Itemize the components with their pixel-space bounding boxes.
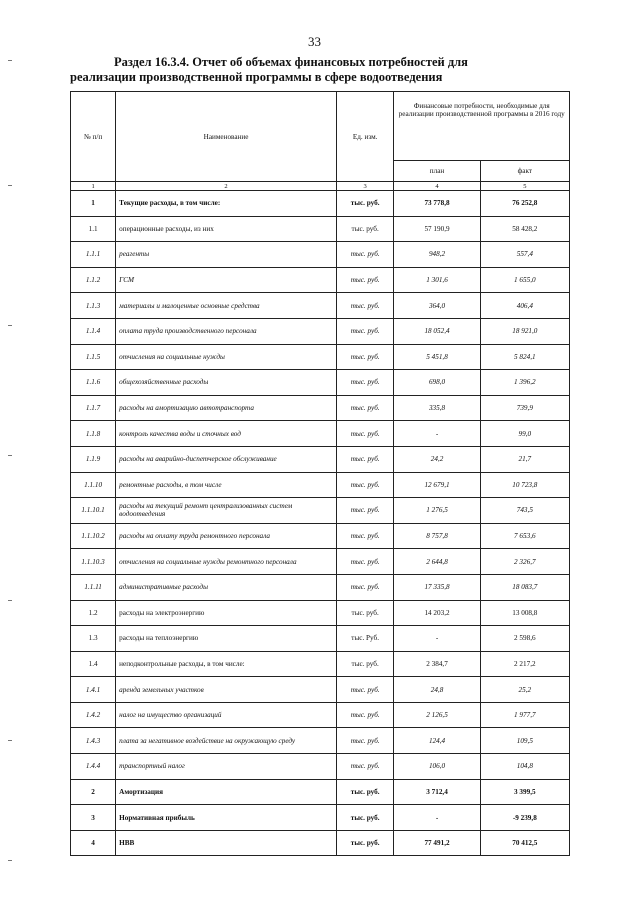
row-name: Текущие расходы, в том числе: (116, 191, 337, 217)
row-unit: тыс. руб. (336, 421, 393, 447)
row-fact: 21,7 (480, 446, 569, 472)
scan-mark (8, 325, 12, 326)
table-row (71, 344, 570, 370)
table-row (71, 549, 570, 575)
row-num: 1.3 (71, 626, 116, 652)
row-num: 1.1.8 (71, 421, 116, 447)
row-plan: - (394, 805, 480, 831)
row-plan: 24,2 (394, 446, 480, 472)
row-plan: 57 190,9 (394, 216, 480, 242)
table-row (71, 267, 570, 293)
column-number: 4 (394, 182, 480, 191)
row-fact: 76 252,8 (480, 191, 569, 217)
row-plan: - (394, 626, 480, 652)
row-unit: тыс. Руб. (336, 626, 393, 652)
row-unit: тыс. руб. (336, 216, 393, 242)
table-row (71, 677, 570, 703)
header-num: № п/п (71, 92, 116, 182)
row-name: плата за негативное воздействие на окружающую среду (116, 728, 337, 754)
column-number: 5 (480, 182, 569, 191)
row-unit: тыс. руб. (336, 600, 393, 626)
row-name: Амортизация (116, 779, 337, 805)
row-unit: тыс. руб. (336, 677, 393, 703)
row-fact: 10 723,8 (480, 472, 569, 498)
row-name: административные расходы (116, 574, 337, 600)
row-fact: 2 217,2 (480, 651, 569, 677)
row-plan: 124,4 (394, 728, 480, 754)
row-unit: тыс. руб. (336, 472, 393, 498)
row-fact: 58 428,2 (480, 216, 569, 242)
row-num: 1.4.3 (71, 728, 116, 754)
row-fact: 739,9 (480, 395, 569, 421)
table-row (71, 754, 570, 780)
row-plan: 24,8 (394, 677, 480, 703)
header-unit: Ед. изм. (336, 92, 393, 182)
row-unit: тыс. руб. (336, 267, 393, 293)
row-num: 1.1.4 (71, 318, 116, 344)
row-name: расходы на электроэнергию (116, 600, 337, 626)
row-unit: тыс. руб. (336, 830, 393, 856)
section-title-line1: Раздел 16.3.4. Отчет об объемах финансовых потребностей для (114, 55, 468, 69)
row-fact: 1 396,2 (480, 370, 569, 396)
row-num: 1.1.1 (71, 242, 116, 268)
financial-needs-table (70, 91, 570, 856)
row-name: ГСМ (116, 267, 337, 293)
row-name: оплата труда производственного персонала (116, 318, 337, 344)
column-number: 2 (116, 182, 337, 191)
row-plan: 3 712,4 (394, 779, 480, 805)
row-unit: тыс. руб. (336, 498, 393, 524)
row-unit: тыс. руб. (336, 651, 393, 677)
row-name: неподконтрольные расходы, в том числе: (116, 651, 337, 677)
row-name: НВВ (116, 830, 337, 856)
row-unit: тыс. руб. (336, 446, 393, 472)
row-fact: 1 655,0 (480, 267, 569, 293)
row-unit: тыс. руб. (336, 549, 393, 575)
row-name: расходы на аварийно-диспетчерское обслуживание (116, 446, 337, 472)
row-fact: 99,0 (480, 421, 569, 447)
table-row (71, 626, 570, 652)
row-fact: 743,5 (480, 498, 569, 524)
row-fact: 7 653,6 (480, 523, 569, 549)
row-fact: 70 412,5 (480, 830, 569, 856)
row-fact: 557,4 (480, 242, 569, 268)
row-unit: тыс. руб. (336, 242, 393, 268)
header-fact: факт (480, 161, 569, 182)
row-unit: тыс. руб. (336, 344, 393, 370)
row-name: транспортный налог (116, 754, 337, 780)
row-name: расходы на оплату труда ремонтного персонала (116, 523, 337, 549)
table-row (71, 651, 570, 677)
page-number: 33 (308, 34, 321, 49)
row-num: 1.4.2 (71, 702, 116, 728)
row-unit: тыс. руб. (336, 754, 393, 780)
row-plan: 948,2 (394, 242, 480, 268)
row-plan: 8 757,8 (394, 523, 480, 549)
row-plan: 77 491,2 (394, 830, 480, 856)
header-plan: план (394, 161, 480, 182)
row-plan: 17 335,8 (394, 574, 480, 600)
row-fact: 18 921,0 (480, 318, 569, 344)
row-num: 1.1.10 (71, 472, 116, 498)
row-name: материалы и малоценные основные средства (116, 293, 337, 319)
row-plan: 14 203,2 (394, 600, 480, 626)
column-number: 1 (71, 182, 116, 191)
row-name: расходы на теплоэнергию (116, 626, 337, 652)
row-plan: 73 778,8 (394, 191, 480, 217)
table-body (71, 191, 570, 856)
scan-mark (8, 185, 12, 186)
row-fact: 18 083,7 (480, 574, 569, 600)
row-num: 4 (71, 830, 116, 856)
table-row (71, 498, 570, 524)
scan-mark (8, 455, 12, 456)
column-number-row (71, 182, 570, 191)
row-unit: тыс. руб. (336, 574, 393, 600)
row-plan: 364,0 (394, 293, 480, 319)
table-row (71, 472, 570, 498)
row-plan: 335,8 (394, 395, 480, 421)
row-num: 1.1.9 (71, 446, 116, 472)
table-row (71, 318, 570, 344)
column-number: 3 (336, 182, 393, 191)
row-num: 1.1 (71, 216, 116, 242)
row-unit: тыс. руб. (336, 293, 393, 319)
row-plan: - (394, 421, 480, 447)
table-row (71, 216, 570, 242)
scan-mark (8, 740, 12, 741)
row-name: Нормативная прибыль (116, 805, 337, 831)
row-name: отчисления на социальные нужды ремонтного персонала (116, 549, 337, 575)
row-num: 1.1.11 (71, 574, 116, 600)
row-unit: тыс. руб. (336, 395, 393, 421)
table-row (71, 830, 570, 856)
row-num: 2 (71, 779, 116, 805)
scan-mark (8, 60, 12, 61)
row-plan: 2 644,8 (394, 549, 480, 575)
scan-mark (8, 600, 12, 601)
row-name: реагенты (116, 242, 337, 268)
row-name: расходы на амортизацию автотранспорта (116, 395, 337, 421)
row-unit: тыс. руб. (336, 191, 393, 217)
row-fact: 13 008,8 (480, 600, 569, 626)
row-num: 1.1.7 (71, 395, 116, 421)
row-unit: тыс. руб. (336, 805, 393, 831)
row-fact: 5 824,1 (480, 344, 569, 370)
table-row (71, 702, 570, 728)
row-num: 1.1.6 (71, 370, 116, 396)
row-num: 1.4.4 (71, 754, 116, 780)
row-fact: -9 239,8 (480, 805, 569, 831)
row-name: налог на имущество организаций (116, 702, 337, 728)
row-num: 1.1.10.1 (71, 498, 116, 524)
row-unit: тыс. руб. (336, 523, 393, 549)
table-row (71, 523, 570, 549)
header-name: Наименование (116, 92, 337, 182)
scan-mark (8, 860, 12, 861)
row-name: расходы на текущий ремонт централизованных систем водоотведения (116, 498, 337, 524)
row-unit: тыс. руб. (336, 318, 393, 344)
row-name: операционные расходы, из них (116, 216, 337, 242)
row-fact: 1 977,7 (480, 702, 569, 728)
row-name: аренда земельных участков (116, 677, 337, 703)
table-header-row (71, 92, 570, 161)
row-name: контроль качества воды и сточных вод (116, 421, 337, 447)
row-unit: тыс. руб. (336, 702, 393, 728)
row-num: 1.1.10.2 (71, 523, 116, 549)
row-num: 1 (71, 191, 116, 217)
row-num: 1.1.3 (71, 293, 116, 319)
row-name: ремонтные расходы, в том числе (116, 472, 337, 498)
section-title-line2: реализации производственной программы в сфере водоотведения (70, 70, 443, 84)
table-row (71, 805, 570, 831)
row-num: 1.1.10.3 (71, 549, 116, 575)
row-name: отчисления на социальные нужды (116, 344, 337, 370)
table-row (71, 421, 570, 447)
row-fact: 406,4 (480, 293, 569, 319)
row-fact: 2 598,6 (480, 626, 569, 652)
row-fact: 3 399,5 (480, 779, 569, 805)
row-fact: 25,2 (480, 677, 569, 703)
row-fact: 109,5 (480, 728, 569, 754)
row-plan: 18 052,4 (394, 318, 480, 344)
table-row (71, 370, 570, 396)
row-num: 1.1.2 (71, 267, 116, 293)
row-plan: 1 301,6 (394, 267, 480, 293)
row-plan: 106,0 (394, 754, 480, 780)
row-plan: 1 276,5 (394, 498, 480, 524)
header-financial-needs: Финансовые потребности, необходимые для реализации производственной программы в 2016 году (394, 92, 570, 161)
row-num: 3 (71, 805, 116, 831)
table-row (71, 574, 570, 600)
section-title (70, 55, 562, 85)
table-row (71, 779, 570, 805)
table-row (71, 600, 570, 626)
row-unit: тыс. руб. (336, 370, 393, 396)
row-num: 1.2 (71, 600, 116, 626)
row-plan: 12 679,1 (394, 472, 480, 498)
row-plan: 698,0 (394, 370, 480, 396)
row-num: 1.1.5 (71, 344, 116, 370)
row-fact: 104,8 (480, 754, 569, 780)
row-plan: 5 451,8 (394, 344, 480, 370)
table-row (71, 395, 570, 421)
table-row (71, 293, 570, 319)
table-row (71, 242, 570, 268)
row-unit: тыс. руб. (336, 779, 393, 805)
row-name: общехозяйственные расходы (116, 370, 337, 396)
row-plan: 2 126,5 (394, 702, 480, 728)
table-row (71, 191, 570, 217)
row-num: 1.4 (71, 651, 116, 677)
row-plan: 2 384,7 (394, 651, 480, 677)
row-num: 1.4.1 (71, 677, 116, 703)
row-unit: тыс. руб. (336, 728, 393, 754)
table-row (71, 728, 570, 754)
row-fact: 2 326,7 (480, 549, 569, 575)
table-row (71, 446, 570, 472)
